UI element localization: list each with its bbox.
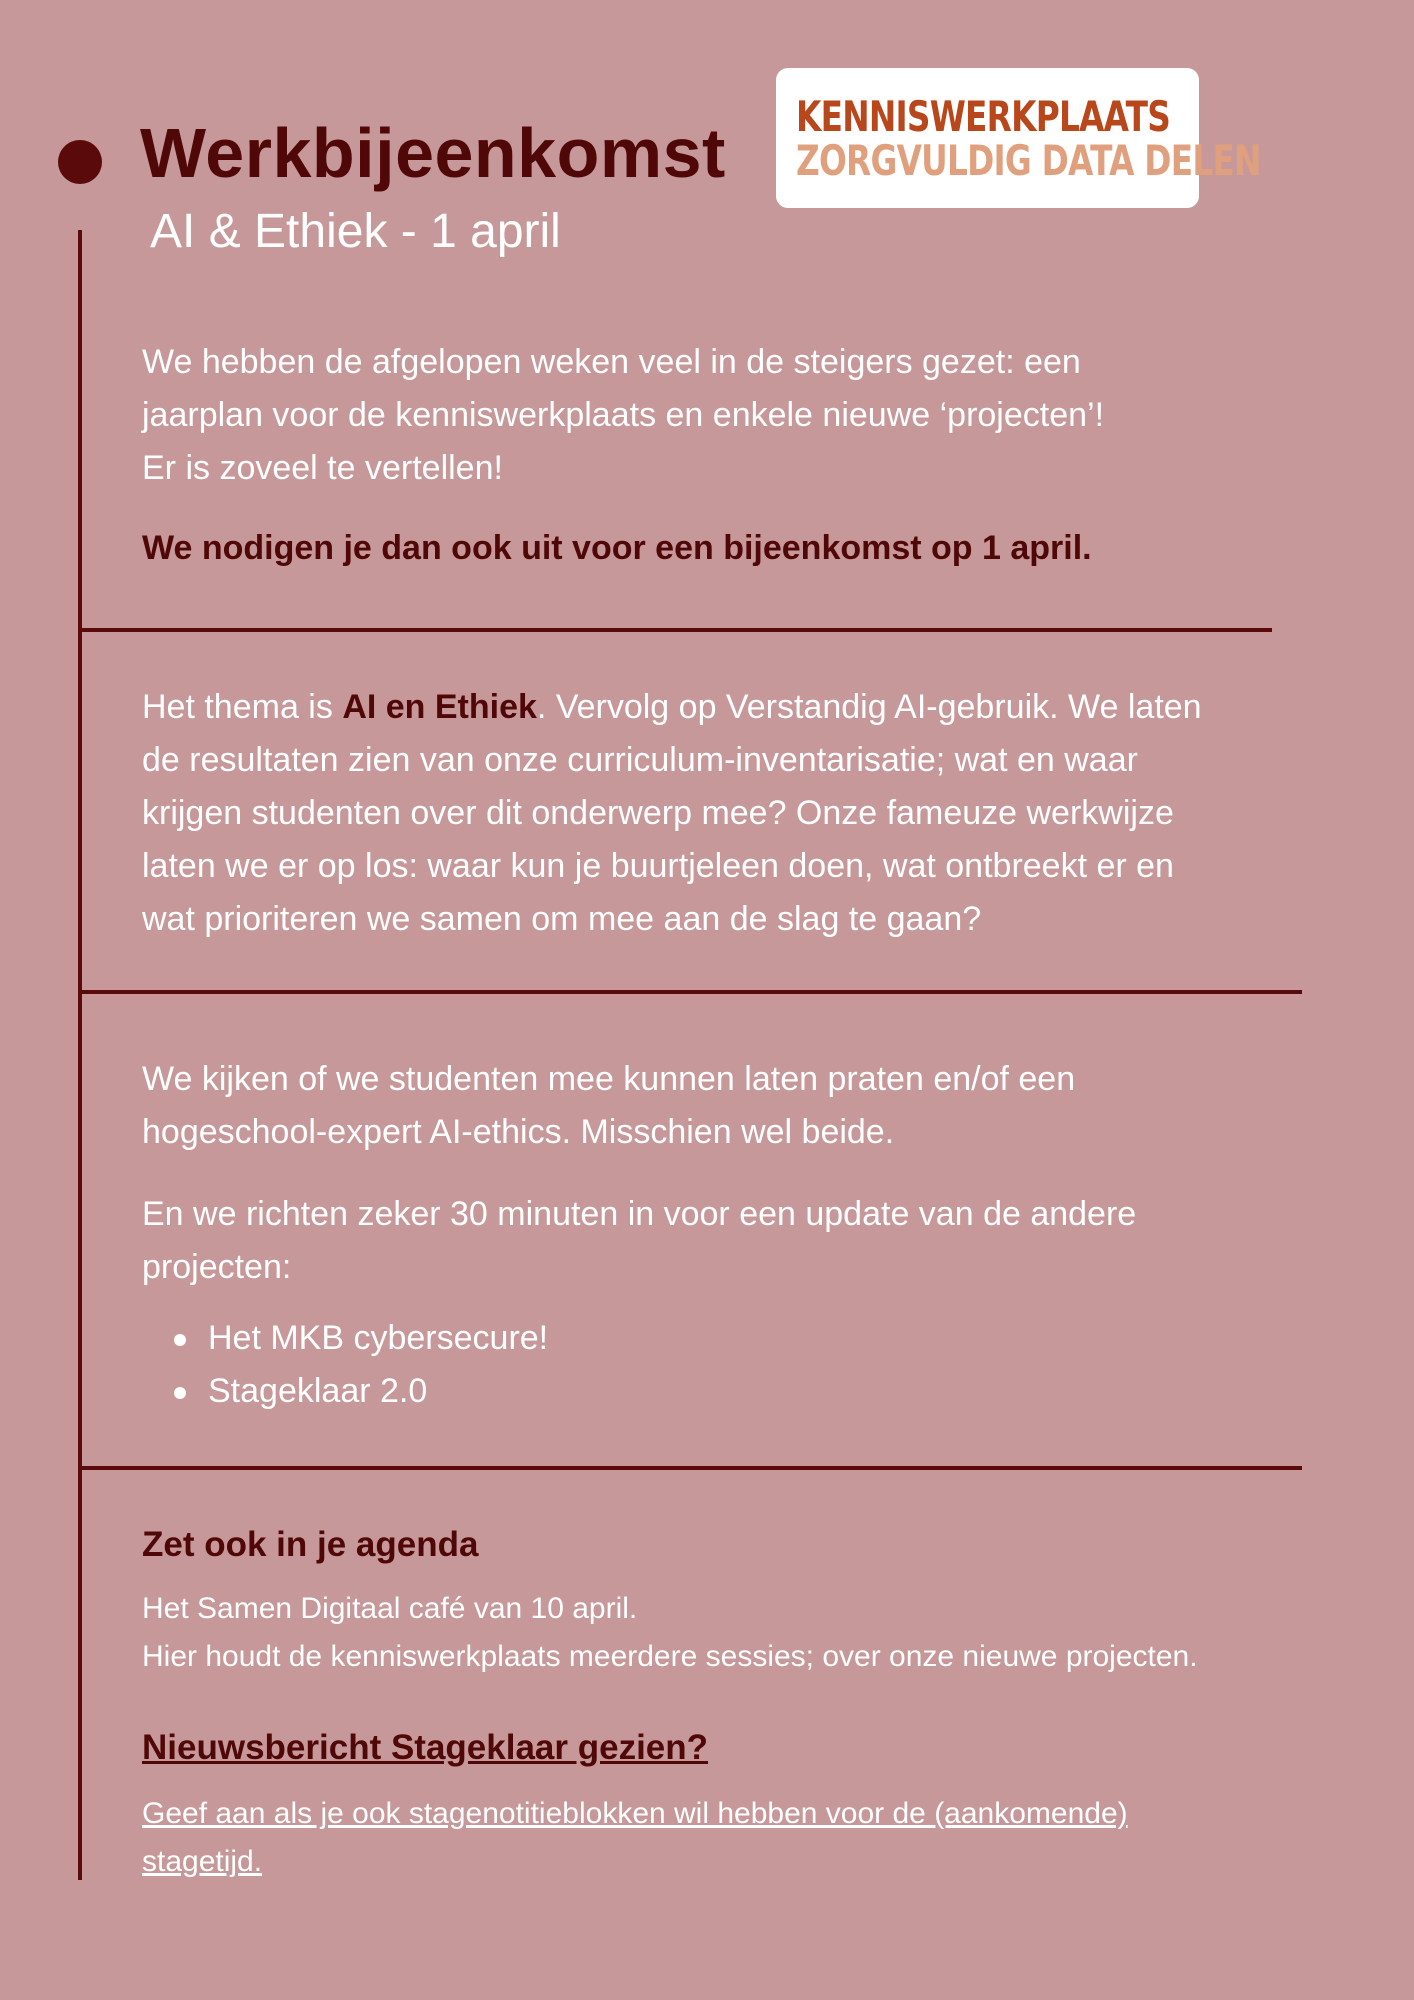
intro-line-2: jaarplan voor de kenniswerkplaats en enkele nieuwe ‘projecten’!	[142, 396, 1105, 434]
intro-paragraph	[142, 336, 1272, 495]
theme-line-3: krijgen studenten over dit onderwerp mee? Onze fameuze werkwijze	[142, 794, 1174, 832]
page-subtitle: AI & Ethiek - 1 april	[150, 205, 561, 258]
agenda-text	[142, 1585, 1342, 1681]
divider-3	[80, 1466, 1302, 1470]
news-heading-link[interactable]: Nieuwsbericht Stageklaar gezien?	[142, 1728, 709, 1767]
theme-prefix: Het thema is	[142, 688, 343, 726]
timeline-dot	[58, 140, 102, 184]
page-title: Werkbijeenkomst	[140, 114, 726, 192]
logo	[776, 68, 1261, 208]
projects-line-2: projecten:	[142, 1248, 292, 1286]
projects-line-1: En we richten zeker 30 minuten in voor een update van de andere	[142, 1195, 1137, 1233]
logo-line-1: KENNISWERKPLAATS	[796, 92, 1171, 141]
agenda-heading: Zet ook in je agenda	[142, 1525, 479, 1564]
timeline-line	[78, 230, 82, 1880]
intro-line-1: We hebben de afgelopen weken veel in de steigers gezet: een	[142, 343, 1081, 381]
theme-rest: . Vervolg op Verstandig AI-gebruik. We laten	[536, 688, 1202, 726]
theme-line-4: laten we er op los: waar kun je buurtjeleen doen, wat ontbreekt er en	[142, 847, 1174, 885]
agenda-line-2: Hier houdt de kenniswerkplaats meerdere sessies; over onze nieuwe projecten.	[142, 1640, 1198, 1673]
divider-2	[80, 990, 1302, 994]
projects-list	[170, 1312, 548, 1418]
divider-1	[80, 628, 1272, 632]
students-line-1: We kijken of we studenten mee kunnen laten praten en/of een	[142, 1060, 1076, 1098]
list-item: Het MKB cybersecure!	[170, 1312, 548, 1365]
theme-highlight: AI en Ethiek	[342, 688, 537, 726]
theme-paragraph	[142, 681, 1302, 946]
logo-line-2: ZORGVULDIG DATA DELEN	[796, 136, 1261, 185]
news-link-line-1[interactable]: Geef aan als je ook stagenotitieblokken wil hebben voor de (aankomende)	[142, 1797, 1128, 1830]
students-paragraph	[142, 1053, 1292, 1159]
invitation-text: We nodigen je dan ook uit voor een bijeenkomst op 1 april.	[142, 529, 1092, 567]
theme-line-1	[142, 681, 1302, 734]
agenda-line-1: Het Samen Digitaal café van 10 april.	[142, 1592, 638, 1625]
students-line-2: hogeschool-expert AI-ethics. Misschien wel beide.	[142, 1113, 895, 1151]
stagenotitieblokken-link[interactable]	[142, 1790, 1302, 1886]
projects-paragraph	[142, 1188, 1292, 1294]
theme-line-5: wat prioriteren we samen om mee aan de slag te gaan?	[142, 900, 982, 938]
intro-line-3: Er is zoveel te vertellen!	[142, 449, 503, 487]
theme-line-2: de resultaten zien van onze curriculum-inventarisatie; wat en waar	[142, 741, 1138, 779]
list-item: Stageklaar 2.0	[170, 1365, 548, 1418]
news-link-line-2[interactable]: stagetijd.	[142, 1845, 263, 1878]
